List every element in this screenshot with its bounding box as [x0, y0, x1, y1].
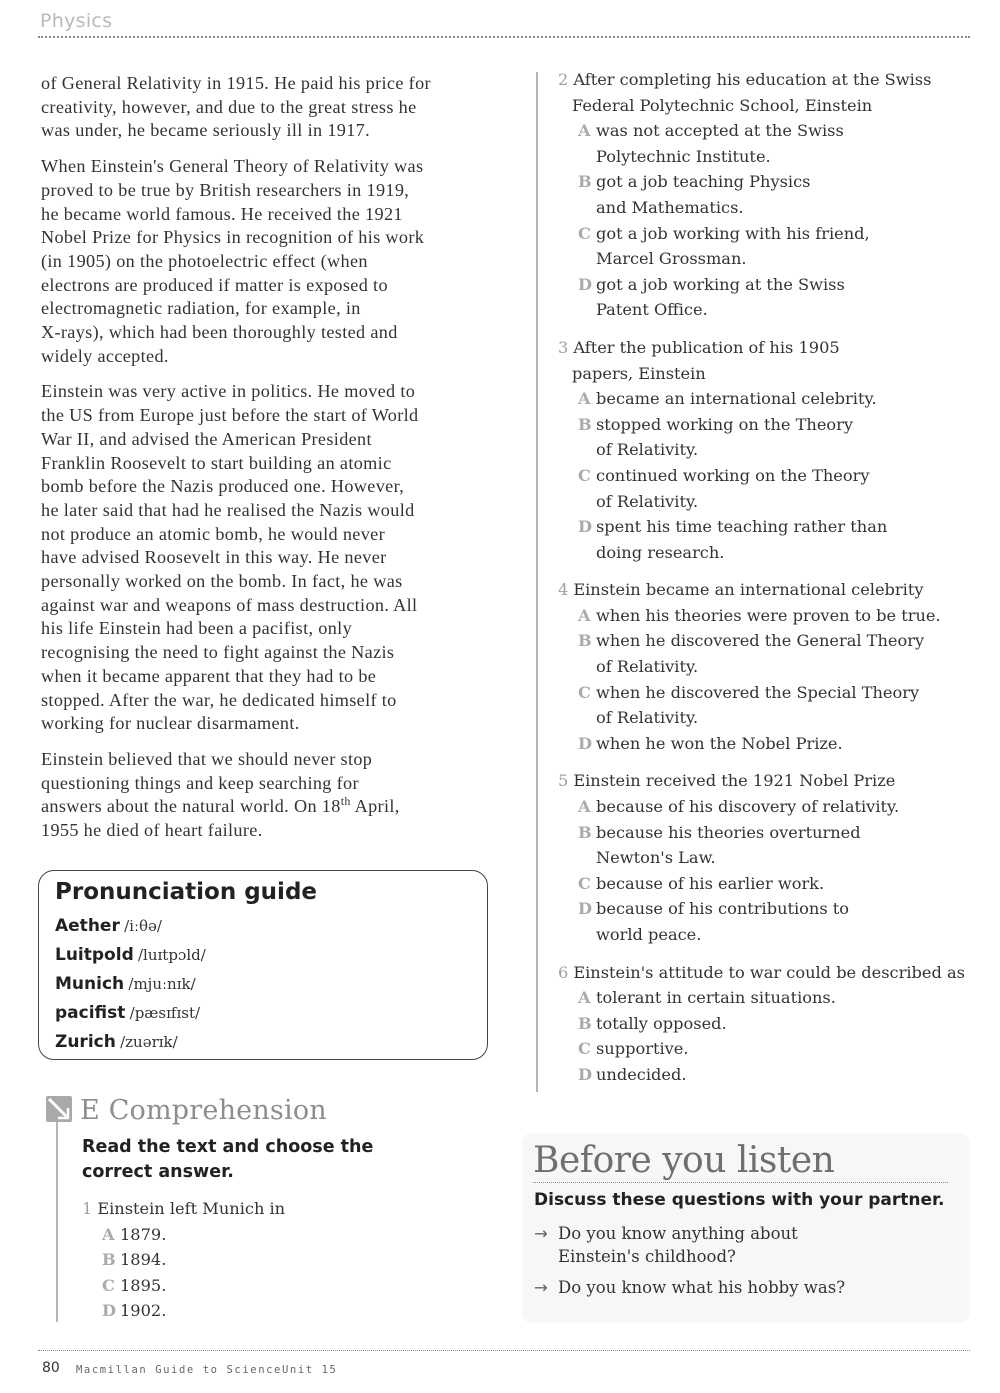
footer-divider	[38, 1350, 970, 1351]
option-d[interactable]: D got a job working at the Swiss Patent Office.	[578, 274, 845, 320]
question-5: 5 Einstein received the 1921 Nobel Prize A because of his discovery of relativity. B because his theories overturned Newton's Law. C because of his earlier work. D because of his contributions to world peace.	[558, 768, 978, 947]
option-d[interactable]: D undecided.	[578, 1064, 687, 1084]
option-a[interactable]: A tolerant in certain situations.	[578, 988, 836, 1008]
option-a[interactable]: A 1879.	[102, 1224, 167, 1244]
column-rule	[536, 72, 538, 1092]
option-c[interactable]: C continued working on the Theory of Relativity.	[578, 465, 870, 511]
comprehension-heading: E Comprehension	[80, 1095, 327, 1126]
option-b[interactable]: B got a job teaching Physics and Mathematics.	[578, 172, 811, 217]
discussion-question: → Do you know anything about Einstein's childhood?	[534, 1224, 798, 1266]
article-paragraph-4: Einstein believed that we should never stop questioning things and keep searching for answers about the natural world. On 18th April, 1955 he died of heart failure.	[41, 748, 400, 841]
option-b[interactable]: B totally opposed.	[578, 1013, 727, 1033]
option-b[interactable]: B 1894.	[102, 1250, 167, 1270]
pronunciation-entry: Zurich /zuərɪk/	[55, 1032, 178, 1052]
article-body	[41, 72, 501, 855]
pronunciation-guide-title: Pronunciation guide	[55, 879, 318, 905]
question-1: 1 Einstein left Munich in A 1879. B 1894. C 1895. D 1902.	[82, 1196, 285, 1324]
before-you-listen-instruction: Discuss these questions with your partner.	[534, 1190, 945, 1210]
question-4: 4 Einstein became an international celebrity A when his theories were proven to be true. B when he discovered the General Theory of Relativity. C when he discovered the Special Theory of Relativity. D when he won the Nobel Prize.	[558, 577, 978, 756]
option-d[interactable]: D 1902.	[102, 1301, 167, 1321]
option-a[interactable]: A when his theories were proven to be true.	[578, 605, 941, 625]
option-b[interactable]: B because his theories overturned Newton's Law.	[578, 822, 861, 868]
header-divider	[38, 36, 970, 38]
pronunciation-entry: Munich /mjuːnɪk/	[55, 974, 196, 994]
discussion-questions	[534, 1222, 845, 1299]
option-c[interactable]: C 1895.	[102, 1275, 167, 1295]
page-number: 80	[42, 1360, 60, 1376]
option-a[interactable]: A was not accepted at the Swiss Polytechnic Institute.	[578, 121, 844, 166]
pronunciation-guide-box	[38, 870, 488, 1060]
pronunciation-entry: Aether /iːθə/	[55, 916, 162, 936]
option-c[interactable]: C got a job working with his friend, Marcel Grossman.	[578, 223, 870, 269]
title-underline	[533, 1182, 948, 1183]
before-you-listen-title: Before you listen	[533, 1140, 835, 1181]
option-c[interactable]: C when he discovered the Special Theory of Relativity.	[578, 682, 920, 728]
question-6: 6 Einstein's attitude to war could be described as A tolerant in certain situations. B totally opposed. C supportive. D undecided.	[558, 960, 978, 1088]
option-b[interactable]: B when he discovered the General Theory of Relativity.	[578, 631, 925, 677]
questions-right-column	[558, 67, 978, 1100]
article-paragraph-3: Einstein was very active in politics. He moved to the US from Europe just before the start of World War II, and advised the American President Franklin Roosevelt to start building an atomic bomb before the Nazis produced one. However, he later said that had he realised the Nazis would not produce an atomic bomb, he would never have advised Roosevelt in this way. He never personally worked on the bomb. In fact, he was against war and weapons of mass destruction. All his life Einstein had been a pacifist, only recognising the need to fight against the Nazis when it became apparent that they had to be stopped. After the war, he dedicated himself to working for nuclear disarmament.	[41, 381, 419, 734]
unit-label: Unit 15	[282, 1364, 338, 1376]
discussion-question: → Do you know what his hobby was?	[534, 1278, 846, 1297]
option-b[interactable]: B stopped working on the Theory of Relativity.	[578, 414, 854, 460]
book-title: Macmillan Guide to Science	[76, 1364, 282, 1376]
question-3: 3 After the publication of his 1905 papers, Einstein A became an international celebrity. B stopped working on the Theory of Relativity. C continued working on the Theory of Relativity. D spent his time teaching rather than doing research.	[558, 335, 978, 565]
option-c[interactable]: C because of his earlier work.	[578, 873, 825, 893]
section-rule	[56, 1122, 58, 1322]
article-paragraph-1: of General Relativity in 1915. He paid his price for creativity, however, and due to the great stress he was under, he became seriously ill in 1917.	[41, 73, 431, 141]
option-a[interactable]: A became an international celebrity.	[578, 389, 877, 409]
pronunciation-entry: Luitpold /luɪtpɔld/	[55, 945, 206, 965]
option-d[interactable]: D because of his contributions to world peace.	[578, 899, 850, 944]
arrow-right-icon: →	[534, 1224, 548, 1243]
pronunciation-entry: pacifist /pæsɪfɪst/	[55, 1003, 201, 1023]
section-title: Physics	[40, 10, 113, 32]
pencil-arrow-icon	[46, 1096, 72, 1122]
comprehension-instruction: Read the text and choose the correct answer.	[82, 1137, 374, 1182]
option-d[interactable]: D when he won the Nobel Prize.	[578, 733, 843, 753]
option-c[interactable]: C supportive.	[578, 1039, 689, 1059]
arrow-right-icon: →	[534, 1278, 548, 1297]
option-d[interactable]: D spent his time teaching rather than doing research.	[578, 517, 888, 562]
article-paragraph-2: When Einstein's General Theory of Relativity was proved to be true by British researchers in 1919, he became world famous. He received the 1921 Nobel Prize for Physics in recognition of his work (in 1905) on the photoelectric effect (when electrons are produced if matter is exposed to electromagnetic radiation, for example, in X-rays), which had been thoroughly tested and widely accepted.	[41, 156, 425, 366]
option-a[interactable]: A because of his discovery of relativity.	[578, 797, 900, 817]
question-2: 2 After completing his education at the Swiss Federal Polytechnic School, Einstein A was not accepted at the Swiss Polytechnic Institute. B got a job teaching Physics and Mathematics. C got a job working with his friend, Marcel Grossman. D got a job working at the Swiss Patent Office.	[558, 67, 978, 323]
